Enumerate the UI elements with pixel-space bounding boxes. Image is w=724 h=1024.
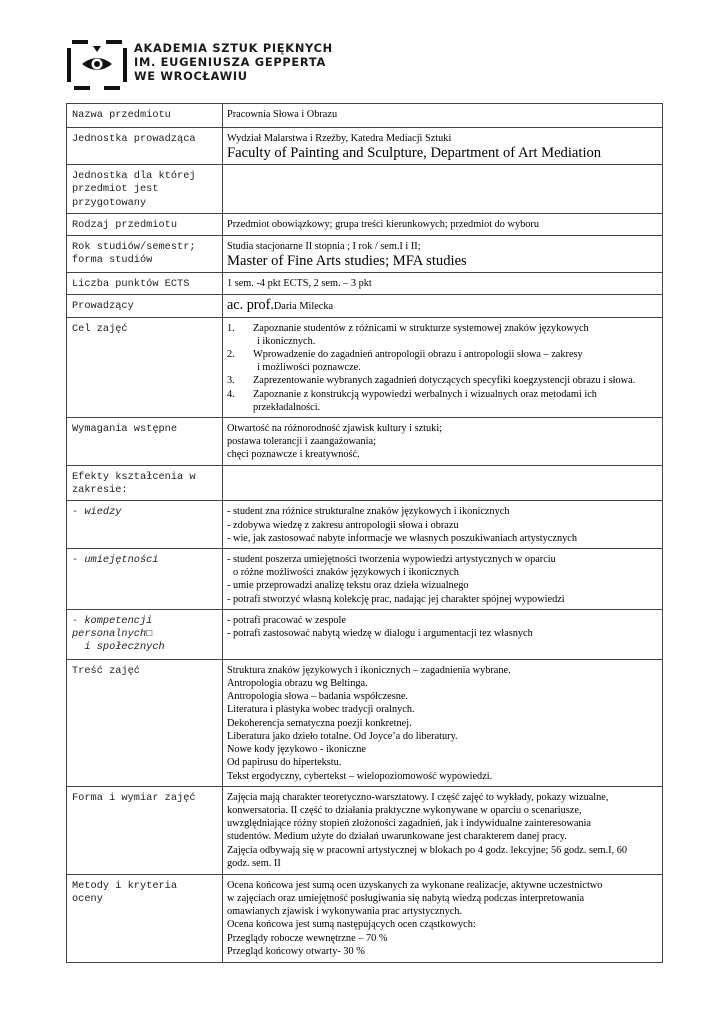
institution-line: IM. EUGENIUSZA GEPPERTA [134, 55, 326, 70]
label-line: oceny [72, 892, 103, 905]
list-number: 2. [227, 349, 235, 361]
row-label: Liczba punktów ECTS [67, 273, 223, 295]
label-line: personalnych□ [72, 628, 153, 641]
table-row [67, 165, 663, 214]
row-label: Wymagania wstępne [67, 418, 223, 466]
instructor-title: ac. prof. [227, 297, 274, 314]
row-value [223, 236, 663, 273]
row-label [67, 236, 223, 273]
table-row [67, 104, 663, 128]
value-line: Przegląd końcowy otwarty- 30 % [227, 945, 365, 957]
value-line: Zapoznanie z konstrukcją wypowiedzi werbalnych i wizualnych oraz metodami ich [253, 388, 597, 400]
row-label: Nazwa przedmiotu [67, 104, 223, 128]
row-value [223, 213, 663, 235]
value-line: Otwartość na różnorodność zjawisk kultury i sztuki; [227, 423, 443, 435]
value-line: Studia stacjonarne II stopnia ; I rok / sem.I i II; [227, 241, 421, 253]
list-item [227, 348, 658, 374]
value-line: - student poszerza umiejętności tworzenia wypowiedzi artystycznych w oparciu [227, 554, 556, 566]
value-line: Ocena końcowa jest sumą ocen uzyskanych za wykonane realizacje, aktywne uczestnictwo [227, 879, 603, 891]
value-line: - potrafi stworzyć własną kolekcję prac, nadając jej charakter spójnej wypowiedzi [227, 593, 565, 605]
label-line: zakresie: [72, 484, 128, 497]
list-number: 1. [227, 322, 235, 334]
row-value [223, 128, 663, 165]
row-label: Rodzaj przedmiotu [67, 213, 223, 235]
value-line: Wydział Malarstwa i Rzeźby, Katedra Mediacji Sztuki [227, 133, 452, 144]
institution-line: WE WROCŁAWIU [134, 69, 248, 84]
value-line: Antropologia obrazu wg Beltinga. [227, 678, 368, 690]
table-row [67, 295, 663, 317]
row-value [223, 549, 663, 610]
instructor-name: Daria Milecka [273, 301, 334, 313]
value-line: przekładalności. [253, 401, 321, 413]
value-line: Pracownia Słowa i Obrazu [227, 109, 338, 120]
table-row [67, 128, 663, 165]
value-line: Przedmiot obowiązkowy; grupa treści kierunkowych; przedmiot do wyboru [227, 218, 539, 230]
label-line: forma studiów [72, 254, 153, 267]
label-line: Rok studiów/semestr; [72, 241, 196, 254]
value-line: studentów. Medium użyte do działań uwarunkowane jest charakterem danej pracy. [227, 831, 567, 843]
row-value [223, 501, 663, 549]
row-value [223, 418, 663, 466]
value-line: - potrafi pracować w zespole [227, 614, 346, 626]
row-value [223, 317, 663, 417]
value-line: Liberatura jako dzieło totalne. Od Joyce’a do liberatury. [227, 730, 458, 742]
value-line: o różne możliwości znaków językowych i ikonicznych [233, 567, 459, 579]
goals-list [227, 322, 658, 414]
list-item [227, 322, 658, 348]
label-line: i społecznych [72, 641, 165, 654]
list-item [227, 374, 658, 387]
table-row [67, 317, 663, 417]
label-line: przygotowany [72, 196, 147, 209]
table-row [67, 466, 663, 501]
table-row [67, 874, 663, 962]
row-label: - umiejętności [67, 549, 223, 610]
value-line: Struktura znaków językowych i ikonicznych – zagadnienia wybrane. [227, 664, 511, 676]
document-header [66, 36, 466, 92]
label-line: - kompetencji [72, 614, 153, 627]
row-value [223, 659, 663, 786]
row-label: - wiedzy [67, 501, 223, 549]
row-label [67, 609, 223, 659]
label-line: Jednostka dla której [72, 170, 196, 183]
row-value [223, 466, 663, 501]
label-line: Metody i kryteria [72, 879, 178, 892]
value-line: Ocena końcowa jest sumą następujących ocen cząstkowych: [227, 919, 476, 931]
table-row [67, 273, 663, 295]
table-row [67, 236, 663, 273]
value-line: i możliwości poznawcze. [257, 362, 361, 374]
value-line: Od papirusu do hipertekstu. [227, 757, 342, 769]
list-number: 3. [227, 375, 235, 387]
label-line: Efekty kształcenia w [72, 471, 196, 484]
row-value [223, 874, 663, 962]
value-line: Zapoznanie studentów z różnicami w strukturze systemowej znaków językowych [253, 322, 589, 334]
row-value [223, 786, 663, 874]
value-line: - umie przeprowadzi analizę tekstu oraz dzieła wizualnego [227, 580, 469, 592]
institution-line: AKADEMIA SZTUK PIĘKNYCH [134, 41, 333, 55]
row-value [223, 295, 663, 317]
value-line: Tekst ergodyczny, cybertekst – wielopoziomowość wypowiedzi. [227, 770, 493, 782]
value-line: chęci poznawcze i kreatywność. [227, 449, 360, 461]
value-line: Zajęcia mają charakter teoretyczno-warsztatowy. I część zajęć to wykłady, pokazy wizualne, [227, 791, 609, 803]
list-item [227, 388, 658, 414]
row-label: Jednostka prowadząca [67, 128, 223, 165]
value-line: godz. sem. II [227, 857, 281, 869]
value-line: uwzględniające różny stopień złożoności zagadnień, jak i indywidualne zainteresowania [227, 818, 591, 830]
value-line: - potrafi zastosować nabytą wiedzę w dialogu i argumentacji tez własnych [227, 628, 533, 640]
row-label: Treść zajęć [67, 659, 223, 786]
value-line: Zaprezentowanie wybranych zagadnień dotyczących specyfiki koegzystencji obrazu i słowa. [253, 375, 636, 387]
value-line: - student zna różnice strukturalne znaków językowych i ikonicznych [227, 506, 510, 518]
table-row [67, 501, 663, 549]
row-label: Cel zajęć [67, 317, 223, 417]
row-value [223, 609, 663, 659]
value-line: omawianych zjawisk i wykonywania prac artystycznych. [227, 906, 463, 918]
value-line: 1 sem. -4 pkt ECTS, 2 sem. – 3 pkt [227, 278, 372, 290]
table-row [67, 213, 663, 235]
value-line-english: Faculty of Painting and Sculpture, Department of Art Mediation [227, 145, 602, 162]
label-line: przedmiot jest [72, 183, 159, 196]
academy-logo-icon [66, 36, 128, 92]
value-line: Dekoherencja sematyczna poezji konkretnej. [227, 717, 412, 729]
value-line: konwersatoria. II część to działania praktyczne wykonywane w oparciu o scenariusze, [227, 804, 582, 816]
value-line: Literatura i plastyka wobec tradycji oralnych. [227, 704, 415, 716]
row-value [223, 273, 663, 295]
table-row [67, 786, 663, 874]
row-label: Prowadzący [67, 295, 223, 317]
value-line: Wprowadzenie do zagadnień antropologii obrazu i antropologii słowa – zakresy [253, 349, 583, 361]
value-line: i ikonicznych. [257, 335, 316, 347]
value-line: Przeglądy robocze wewnętrzne – 70 % [227, 932, 388, 944]
table-row [67, 418, 663, 466]
value-line-english: Master of Fine Arts studies; MFA studies [227, 253, 467, 270]
row-label [67, 874, 223, 962]
value-line: - wie, jak zastosować nabyte informacje we własnych poszukiwaniach artystycznych [227, 532, 577, 544]
value-line: Antropologia słowa – badania współczesne. [227, 691, 409, 703]
list-number: 4. [227, 388, 235, 400]
table-row [67, 659, 663, 786]
institution-name [134, 41, 333, 84]
table-row [67, 549, 663, 610]
course-syllabus-table [66, 103, 663, 963]
row-value [223, 165, 663, 214]
row-value [223, 104, 663, 128]
row-label [67, 165, 223, 214]
row-label [67, 466, 223, 501]
value-line: - zdobywa wiedzę z zakresu antropologii słowa i obrazu [227, 519, 459, 531]
value-line: Nowe kody językowo - ikoniczne [227, 744, 366, 756]
row-label: Forma i wymiar zajęć [67, 786, 223, 874]
value-line: w zajęciach oraz umiejętność posługiwania się nabytą wiedzą podczas interpretowania [227, 892, 585, 904]
value-line: postawa tolerancji i zaangażowania; [227, 436, 376, 448]
table-row [67, 609, 663, 659]
value-line: Zajęcia odbywają się w pracowni artystycznej w blokach po 4 godz. lekcyjne; 56 godz. sem.I, 60 [227, 844, 628, 856]
